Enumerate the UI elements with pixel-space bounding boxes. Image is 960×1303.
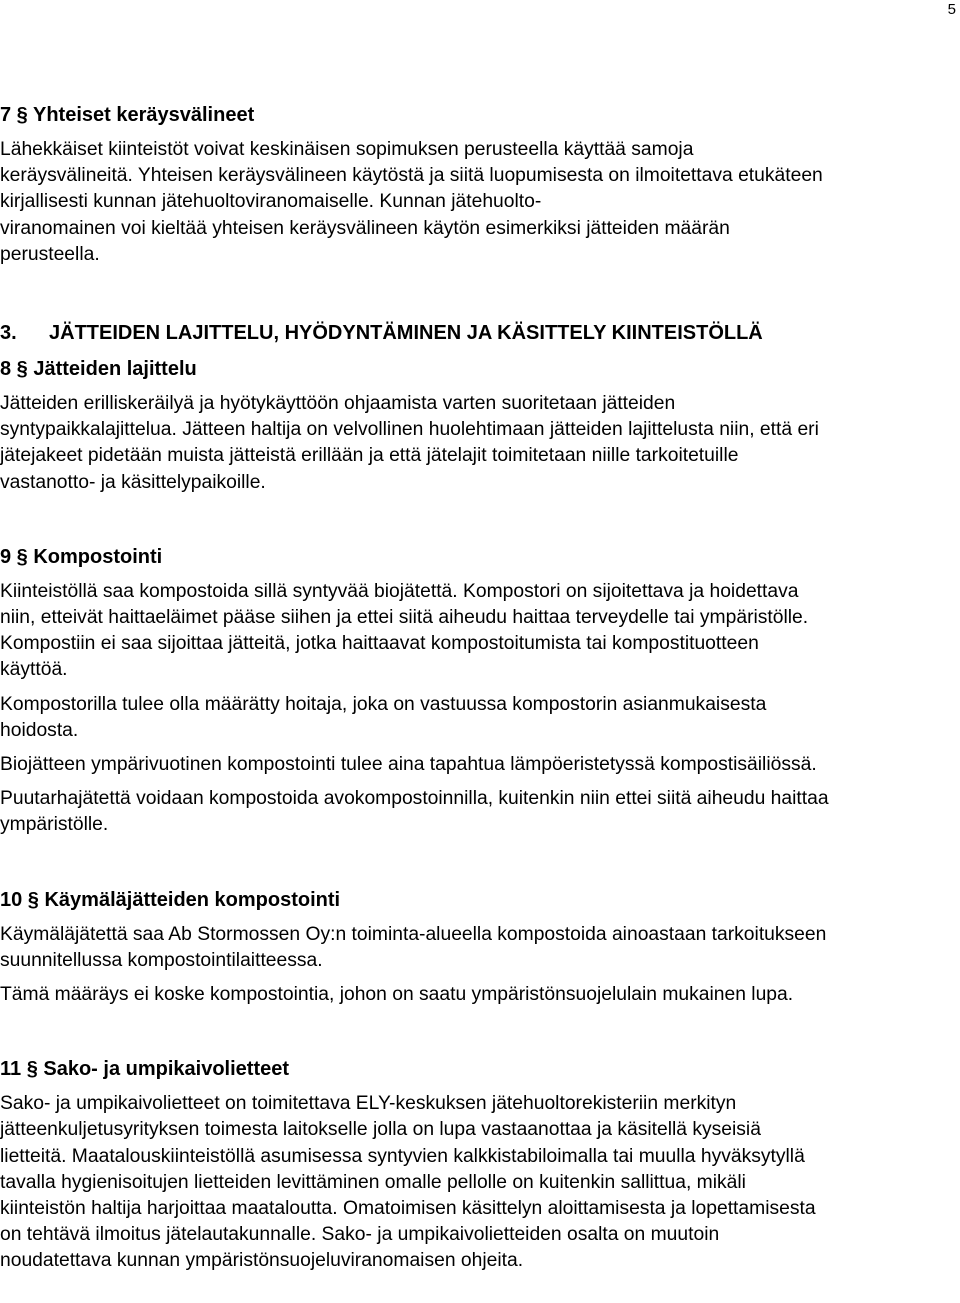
section-10-paragraph-2: Tämä määräys ei koske kompostointia, johon on saatu ympäristönsuojelulain mukainen lupa. <box>0 984 794 1006</box>
section-heading-10: 10 § Käymäläjätteiden kompostointi <box>0 888 341 911</box>
chapter-number: 3. <box>0 322 17 345</box>
section-heading-9: 9 § Kompostointi <box>0 545 163 568</box>
section-10-paragraph-1: Käymäläjätettä saa Ab Stormossen Oy:n toiminta-alueella kompostoida ainoastaan tarkoitukseen suunnitellussa kompostointilaitteessa. <box>0 923 827 971</box>
document-body <box>0 102 960 1275</box>
section-heading-8: 8 § Jätteiden lajittelu <box>0 358 197 381</box>
page-number: 5 <box>947 1 956 18</box>
section-9-paragraph-4: Puutarhajätettä voidaan kompostoida avokompostoinnilla, kuitenkin niin ettei siitä aiheudu haittaa ympäristölle. <box>0 788 829 836</box>
section-9-paragraph-1: Kiinteistöllä saa kompostoida sillä syntyvää biojätettä. Kompostori on sijoitettava ja hoidettava niin, etteivät haittaeläimet pääse siihen ja ettei siitä aiheudu haittaa terveydelle tai ympäristölle. Kompostiin ei saa sijoittaa jätteitä, jotka haittaavat kompostoitumista tai kompostituotteen käyttöä. <box>0 580 809 681</box>
section-heading-11: 11 § Sako- ja umpikaivolietteet <box>0 1058 290 1081</box>
chapter-title: JÄTTEIDEN LAJITTELU, HYÖDYNTÄMINEN JA KÄSITTELY KIINTEISTÖLLÄ <box>49 322 763 345</box>
chapter-heading <box>0 320 960 346</box>
section-8-paragraph: Jätteiden erilliskeräilyä ja hyötykäyttöön ohjaamista varten suoritetaan jätteiden syntypaikkalajittelua. Jätteen haltija on velvollinen huolehtimaan jätteiden lajittelusta niin, että eri jätejakeet pidetään muista jätteistä erillään ja että jätelajit toimitetaan niille tarkoitetuille vastanotto- ja käsittelypaikoille. <box>0 393 819 493</box>
section-heading-7: 7 § Yhteiset keräysvälineet <box>0 104 255 126</box>
section-7-paragraph: Lähekkäiset kiinteistöt voivat keskinäisen sopimuksen perusteella käyttää samoja keräysvälineitä. Yhteisen keräysvälineen käytöstä ja siitä luopumisesta on ilmoitettava etukäteen kirjallisesti kunnan jätehuoltoviranomaiselle. Kunnan jätehuolto- viranomainen voi kieltää yhteisen keräysvälineen käytön esimerkiksi jätteiden määrän perusteella. <box>0 139 823 265</box>
section-9-paragraph-2: Kompostorilla tulee olla määrätty hoitaja, joka on vastuussa kompostorin asianmukaisesta hoidosta. <box>0 693 767 741</box>
section-9-paragraph-3: Biojätteen ympärivuotinen kompostointi tulee aina tapahtua lämpöeristetyssä kompostisäiliössä. <box>0 754 817 776</box>
section-11-paragraph: Sako- ja umpikaivolietteet on toimitettava ELY-keskuksen jätehuoltorekisteriin merkityn jätteenkuljetusyrityksen toimesta laitokselle jolla on lupa vastaanottaa ja käsitellä kyseisiä lietteitä. Maatalouskiinteistöllä asumisessa syntyvien kalkkistabiloimalla tai muulla hyväksytyllä tavalla hygienisoitujen lietteiden levittäminen omalle pellolle on kuitenkin sallittua, mikäli kiinteistön haltija harjoittaa maataloutta. Omatoimisen käsittelyn aloittamisesta ja lopettamisesta on tehtävä ilmoitus jätelautakunnalle. Sako- ja umpikaivolietteiden osalta on muutoin noudatettava kunnan ympäristönsuojeluviranomaisen ohjeita. <box>0 1093 816 1272</box>
